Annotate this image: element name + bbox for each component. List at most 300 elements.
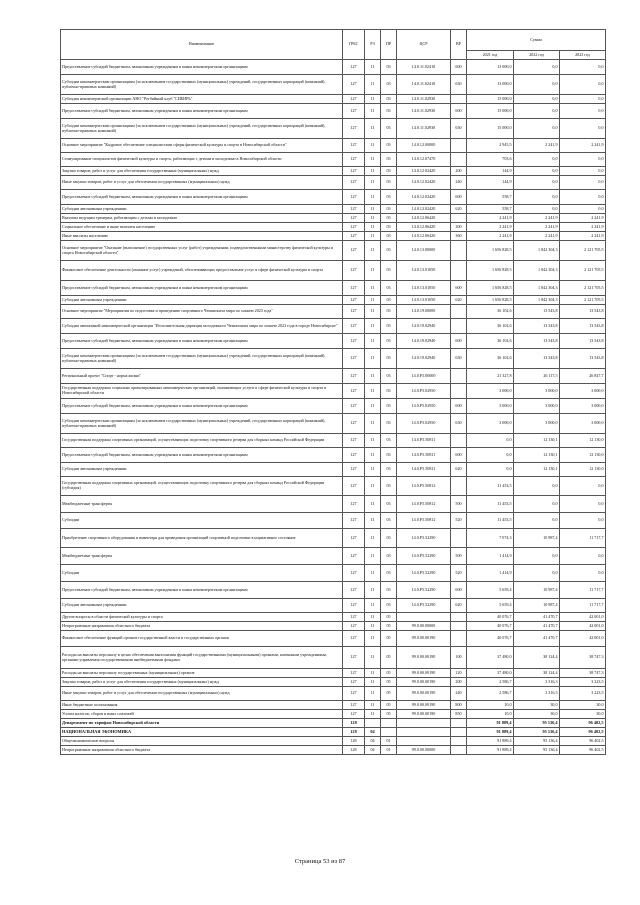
row-name: Субсидия автономной некоммерческой организации "Исполнительная дирекция молодежного Чемпионата мира по хоккею 2023 года в городе Новосибирске" (61, 319, 343, 334)
row-vr (451, 613, 467, 622)
row-grbs: 127 (343, 167, 365, 176)
row-sum-2022: 30,0 (514, 710, 560, 719)
row-sum-2023: 2 241,9 (560, 139, 606, 153)
header-year-2021: 2021 год (467, 51, 514, 60)
row-rz: 11 (365, 631, 381, 647)
row-pr: 03 (381, 139, 397, 153)
row-sum-2021: 1 656 828,5 (467, 261, 514, 281)
row-vr (451, 434, 467, 448)
row-name: Приобретение спортивного оборудования и инвентаря для приведения организаций спортивной подготовки в нормативное состояние (61, 529, 343, 548)
row-pr: 03 (381, 153, 397, 167)
row-sum-2021: 703,6 (467, 153, 514, 167)
row-sum-2021: 1 656 828,5 (467, 296, 514, 305)
row-pr: 05 (381, 687, 397, 701)
row-sum-2021: 13 000,0 (467, 60, 514, 75)
row-sum-2021: 36 102,6 (467, 319, 514, 334)
table-row (61, 548, 606, 565)
row-grbs: 127 (343, 75, 365, 95)
row-name: Расходы на выплаты персоналу государственных (муниципальных) органов (61, 669, 343, 678)
row-name: Государственная поддержка спортивных организаций, осуществляющих подготовку спортивного резерва для сборных команд Российской Федерации (61, 434, 343, 448)
row-grbs: 127 (343, 176, 365, 190)
row-vr: 520 (451, 513, 467, 529)
row-vr (451, 529, 467, 548)
row-name: Закупка товаров, работ и услуг для обеспечения государственных (муниципальных) нужд (61, 167, 343, 176)
row-sum-2021: 2 586,7 (467, 687, 514, 701)
row-sum-2022: 0,0 (514, 565, 560, 582)
row-sum-2021: 15 000,0 (467, 119, 514, 139)
row-sum-2023: 42 001,0 (560, 631, 606, 647)
row-grbs: 127 (343, 190, 365, 205)
row-sum-2023: 2 241,9 (560, 232, 606, 241)
row-rz: 11 (365, 205, 381, 214)
row-sum-2023: 2 121 705,5 (560, 241, 606, 261)
table-row (61, 719, 606, 728)
table-row (61, 205, 606, 214)
row-pr: 03 (381, 60, 397, 75)
row-vr: 240 (451, 687, 467, 701)
row-vr: 600 (451, 281, 467, 296)
table-row (61, 190, 606, 205)
row-sum-2023: 11 717,7 (560, 582, 606, 599)
row-pr: 03 (381, 599, 397, 613)
row-pr: 03 (381, 414, 397, 434)
row-grbs: 127 (343, 296, 365, 305)
row-name: Субсидии некоммерческим организациям (за исключением государственных (муниципальных) учреждений, государственных корпораций (компаний), публично-правовых компаний) (61, 414, 343, 434)
row-pr: 03 (381, 548, 397, 565)
table-row (61, 647, 606, 669)
row-csr: 14.0.12.02420 (397, 205, 451, 214)
row-sum-2021: 21 327,8 (467, 369, 514, 384)
row-grbs: 127 (343, 414, 365, 434)
row-vr: 240 (451, 176, 467, 190)
row-sum-2021: 3 000,0 (467, 399, 514, 414)
row-csr: 14.0.P5.50812 (397, 513, 451, 529)
row-rz: 11 (365, 448, 381, 463)
table-row (61, 746, 606, 755)
table-row (61, 463, 606, 477)
row-sum-2021: 40 076,7 (467, 631, 514, 647)
row-rz: 11 (365, 305, 381, 319)
row-grbs: 127 (343, 281, 365, 296)
row-vr (451, 369, 467, 384)
row-rz: 11 (365, 119, 381, 139)
row-sum-2021: 144,9 (467, 176, 514, 190)
table-row (61, 613, 606, 622)
row-sum-2021: 2 241,9 (467, 214, 514, 223)
row-grbs: 127 (343, 448, 365, 463)
row-name: Межбюджетные трансферты (61, 548, 343, 565)
row-vr (451, 214, 467, 223)
row-sum-2023: 0,0 (560, 513, 606, 529)
row-pr: 03 (381, 305, 397, 319)
table-row (61, 529, 606, 548)
row-pr: 03 (381, 214, 397, 223)
row-pr (381, 728, 397, 737)
row-sum-2021: 91 889,4 (467, 728, 514, 737)
row-name: Непрограммные направления областного бюджета (61, 746, 343, 755)
row-rz: 11 (365, 281, 381, 296)
row-sum-2021: 10,0 (467, 701, 514, 710)
row-grbs: 127 (343, 513, 365, 529)
row-rz: 11 (365, 399, 381, 414)
row-rz: 11 (365, 95, 381, 104)
row-sum-2022: 13 543,8 (514, 334, 560, 349)
row-pr: 03 (381, 565, 397, 582)
table-row (61, 582, 606, 599)
row-rz (365, 719, 381, 728)
row-rz: 11 (365, 241, 381, 261)
row-sum-2023: 11 717,7 (560, 599, 606, 613)
row-sum-2022: 0,0 (514, 496, 560, 513)
row-csr: 99.0.00.00000 (397, 622, 451, 631)
row-sum-2021: 36 102,6 (467, 305, 514, 319)
row-vr (451, 719, 467, 728)
row-vr (451, 139, 467, 153)
row-csr: 14.0.19.00000 (397, 305, 451, 319)
row-name: Региональный проект "Спорт - норма жизни" (61, 369, 343, 384)
row-pr: 03 (381, 448, 397, 463)
row-pr: 05 (381, 631, 397, 647)
table-row (61, 153, 606, 167)
row-rz: 11 (365, 414, 381, 434)
row-pr: 05 (381, 613, 397, 622)
row-vr: 620 (451, 205, 467, 214)
row-vr: 500 (451, 496, 467, 513)
row-name: Субсидия некоммерческой организации АНО "Регбийный клуб "СИБИРЬ" (61, 95, 343, 104)
table-row (61, 369, 606, 384)
row-csr (397, 728, 451, 737)
row-csr: 14.0.P5.52290 (397, 548, 451, 565)
row-sum-2022: 0,0 (514, 548, 560, 565)
table-row (61, 496, 606, 513)
row-sum-2021: 2 586,7 (467, 678, 514, 687)
row-csr: 14.0.P5.52290 (397, 599, 451, 613)
row-pr: 03 (381, 223, 397, 232)
row-sum-2021: 0,0 (467, 463, 514, 477)
table-row (61, 176, 606, 190)
row-sum-2021: 1 656 828,5 (467, 241, 514, 261)
header-name: Наименование (61, 30, 343, 60)
row-vr (451, 384, 467, 399)
row-grbs: 127 (343, 710, 365, 719)
row-sum-2021: 0,0 (467, 434, 514, 448)
row-pr: 03 (381, 463, 397, 477)
row-grbs: 127 (343, 139, 365, 153)
row-csr: 14.0.P5.50811 (397, 434, 451, 448)
row-sum-2022: 2 241,9 (514, 139, 560, 153)
row-sum-2021: 10,0 (467, 710, 514, 719)
row-csr: 14.0.13.01050 (397, 296, 451, 305)
row-pr: 03 (381, 296, 397, 305)
row-sum-2022: 0,0 (514, 205, 560, 214)
row-csr: 14.0.P5.52290 (397, 582, 451, 599)
table-row (61, 241, 606, 261)
row-rz: 11 (365, 548, 381, 565)
table-row (61, 565, 606, 582)
row-sum-2021: 36 102,6 (467, 334, 514, 349)
row-grbs: 127 (343, 434, 365, 448)
table-row (61, 296, 606, 305)
row-grbs: 127 (343, 319, 365, 334)
row-sum-2023: 42 001,0 (560, 622, 606, 631)
row-rz: 11 (365, 104, 381, 119)
row-rz: 11 (365, 319, 381, 334)
row-vr: 630 (451, 414, 467, 434)
row-grbs: 127 (343, 261, 365, 281)
row-grbs: 127 (343, 701, 365, 710)
row-sum-2021: 91 889,4 (467, 746, 514, 755)
row-sum-2023: 13 543,8 (560, 334, 606, 349)
table-row (61, 434, 606, 448)
row-sum-2023: 3 223,5 (560, 687, 606, 701)
row-sum-2021: 1 414,9 (467, 548, 514, 565)
row-sum-2023: 13 543,8 (560, 319, 606, 334)
row-sum-2022: 3 316,3 (514, 687, 560, 701)
row-sum-2022: 10 987,4 (514, 529, 560, 548)
row-pr: 03 (381, 384, 397, 399)
row-sum-2021: 558,7 (467, 205, 514, 214)
row-grbs: 127 (343, 305, 365, 319)
row-vr (451, 241, 467, 261)
row-name: Субсидии некоммерческим организациям (за исключением государственных (муниципальных) учреждений, государственных корпораций (компаний), публично-правовых компаний) (61, 75, 343, 95)
row-name: Государственная поддержка социально ориентированных некоммерческих организаций, оказывающих услуги в сфере физической культуры и спорта в Новосибирской области (61, 384, 343, 399)
row-sum-2022: 3 000,0 (514, 384, 560, 399)
row-sum-2023: 30,0 (560, 701, 606, 710)
row-csr (397, 719, 451, 728)
row-sum-2022: 3 000,0 (514, 399, 560, 414)
row-pr: 03 (381, 477, 397, 496)
row-name: Закупка товаров, работ и услуг для обеспечения государственных (муниципальных) нужд (61, 678, 343, 687)
row-grbs: 127 (343, 384, 365, 399)
row-sum-2023: 38 747,3 (560, 669, 606, 678)
row-sum-2022: 1 842 304,3 (514, 261, 560, 281)
row-sum-2023: 0,0 (560, 167, 606, 176)
row-vr: 620 (451, 463, 467, 477)
row-csr: 14.0.12.06420 (397, 214, 451, 223)
row-csr: 14.0.12.07470 (397, 153, 451, 167)
row-vr: 850 (451, 710, 467, 719)
row-grbs: 127 (343, 678, 365, 687)
row-pr: 03 (381, 261, 397, 281)
row-pr: 03 (381, 167, 397, 176)
row-sum-2021: 2 241,9 (467, 223, 514, 232)
header-csr: ЦСР (397, 30, 451, 60)
row-sum-2022: 26 117,5 (514, 369, 560, 384)
table-row (61, 334, 606, 349)
row-vr: 620 (451, 599, 467, 613)
row-name: Предоставление субсидий бюджетным, автономным учреждениям и иным некоммерческим организациям (61, 281, 343, 296)
row-sum-2022: 1 842 304,3 (514, 281, 560, 296)
row-csr: 99.0.00.00190 (397, 710, 451, 719)
row-vr (451, 746, 467, 755)
row-vr: 600 (451, 190, 467, 205)
row-grbs: 127 (343, 622, 365, 631)
row-name: Выплаты ведущим тренерам, работающим с детьми и молодежью (61, 214, 343, 223)
row-sum-2021: 5 659,4 (467, 599, 514, 613)
row-vr: 600 (451, 448, 467, 463)
row-pr: 03 (381, 399, 397, 414)
header-year-2023: 2023 год (560, 51, 606, 60)
row-sum-2022: 2 241,9 (514, 232, 560, 241)
row-rz: 11 (365, 223, 381, 232)
row-rz: 11 (365, 139, 381, 153)
row-rz: 11 (365, 710, 381, 719)
row-sum-2022: 12 130,1 (514, 448, 560, 463)
row-name: Субсидии (61, 513, 343, 529)
row-sum-2022: 30,0 (514, 701, 560, 710)
row-grbs: 128 (343, 728, 365, 737)
row-pr: 03 (381, 369, 397, 384)
row-vr: 200 (451, 678, 467, 687)
row-vr (451, 261, 467, 281)
row-pr (381, 719, 397, 728)
row-sum-2022: 0,0 (514, 104, 560, 119)
row-name: Субсидии автономным учреждениям (61, 296, 343, 305)
row-csr: 14.0.P5.50812 (397, 496, 451, 513)
row-name: Другие вопросы в области физической культуры и спорта (61, 613, 343, 622)
table-row (61, 261, 606, 281)
row-csr: 14.0.P5.50812 (397, 477, 451, 496)
row-sum-2023: 0,0 (560, 104, 606, 119)
row-sum-2021: 40 076,7 (467, 622, 514, 631)
row-rz: 11 (365, 582, 381, 599)
row-vr: 120 (451, 669, 467, 678)
row-name: Субсидии (61, 565, 343, 582)
table-row (61, 119, 606, 139)
row-name: Уплата налогов, сборов и иных платежей (61, 710, 343, 719)
row-sum-2023: 0,0 (560, 565, 606, 582)
row-name: Основное мероприятие "Мероприятия по подготовке и проведению спортивного Чемпионата мира по хоккею 2023 года" (61, 305, 343, 319)
row-rz: 11 (365, 565, 381, 582)
row-sum-2022: 13 543,8 (514, 349, 560, 369)
row-rz: 11 (365, 349, 381, 369)
row-csr: 14.0.13.00000 (397, 241, 451, 261)
row-name: Предоставление субсидий бюджетным, автономным учреждениям и иным некоммерческим организациям (61, 104, 343, 119)
row-grbs: 127 (343, 214, 365, 223)
row-sum-2022: 0,0 (514, 60, 560, 75)
row-sum-2022: 0,0 (514, 513, 560, 529)
table-row (61, 414, 606, 434)
row-sum-2023: 0,0 (560, 548, 606, 565)
row-rz: 11 (365, 167, 381, 176)
row-sum-2022: 0,0 (514, 119, 560, 139)
table-row (61, 232, 606, 241)
row-sum-2022: 0,0 (514, 167, 560, 176)
row-csr: 99.0.00.00190 (397, 631, 451, 647)
row-rz: 11 (365, 369, 381, 384)
page-number: Страница 53 из 87 (294, 858, 346, 865)
row-sum-2021: 3 000,0 (467, 414, 514, 434)
row-pr: 03 (381, 434, 397, 448)
row-vr: 500 (451, 548, 467, 565)
row-sum-2022: 0,0 (514, 95, 560, 104)
row-pr: 03 (381, 232, 397, 241)
table-row (61, 319, 606, 334)
row-pr: 03 (381, 95, 397, 104)
row-rz: 04 (365, 746, 381, 755)
row-csr (397, 613, 451, 622)
row-pr: 03 (381, 513, 397, 529)
row-rz: 11 (365, 190, 381, 205)
row-sum-2023: 0,0 (560, 60, 606, 75)
row-grbs: 127 (343, 119, 365, 139)
row-vr: 100 (451, 647, 467, 669)
header-rz: РЗ (365, 30, 381, 60)
row-pr: 03 (381, 190, 397, 205)
row-rz: 11 (365, 622, 381, 631)
row-sum-2023: 96 402,5 (560, 728, 606, 737)
row-name: Предоставление субсидий бюджетным, автономным учреждениям и иным некоммерческим организациям (61, 60, 343, 75)
row-vr: 600 (451, 582, 467, 599)
row-sum-2021: 11 453,5 (467, 496, 514, 513)
row-sum-2021: 40 076,7 (467, 613, 514, 622)
row-name: Субсидии некоммерческим организациям (за исключением государственных (муниципальных) учреждений, государственных корпораций (компаний), публично-правовых компаний) (61, 119, 343, 139)
row-name: Субсидии автономным учреждениям (61, 599, 343, 613)
header-sums: Сумма (467, 30, 606, 51)
table-row (61, 631, 606, 647)
row-sum-2022: 41 470,7 (514, 631, 560, 647)
row-sum-2022: 10 987,4 (514, 599, 560, 613)
table-row (61, 737, 606, 746)
row-grbs: 127 (343, 153, 365, 167)
table-row (61, 60, 606, 75)
table-row (61, 139, 606, 153)
row-sum-2021: 7 074,3 (467, 529, 514, 548)
row-sum-2023: 12 130,0 (560, 463, 606, 477)
row-sum-2022: 0,0 (514, 153, 560, 167)
row-sum-2022: 2 241,9 (514, 214, 560, 223)
row-grbs: 127 (343, 582, 365, 599)
row-pr: 03 (381, 205, 397, 214)
row-vr: 360 (451, 232, 467, 241)
table-row (61, 687, 606, 701)
row-name: Иные выплаты населению (61, 232, 343, 241)
row-pr: 03 (381, 104, 397, 119)
row-sum-2022: 38 124,4 (514, 669, 560, 678)
row-sum-2021: 2 241,9 (467, 232, 514, 241)
row-pr: 03 (381, 119, 397, 139)
row-sum-2021: 5 659,4 (467, 582, 514, 599)
row-sum-2021: 144,9 (467, 167, 514, 176)
row-vr: 520 (451, 565, 467, 582)
row-csr: 14.0.11.02930 (397, 119, 451, 139)
row-sum-2023: 2 121 705,5 (560, 281, 606, 296)
row-rz: 11 (365, 701, 381, 710)
row-vr (451, 95, 467, 104)
row-sum-2021: 11 453,5 (467, 477, 514, 496)
row-sum-2023: 0,0 (560, 477, 606, 496)
row-name: Иные бюджетные ассигнования (61, 701, 343, 710)
row-sum-2023: 0,0 (560, 95, 606, 104)
row-sum-2022: 95 136,4 (514, 737, 560, 746)
table-row (61, 95, 606, 104)
row-csr: 14.0.12.00000 (397, 139, 451, 153)
row-pr: 05 (381, 678, 397, 687)
row-name: Иные закупки товаров, работ и услуг для обеспечения государственных (муниципальных) нужд (61, 176, 343, 190)
row-grbs: 127 (343, 529, 365, 548)
row-csr: 14.0.P5.50811 (397, 448, 451, 463)
row-pr: 03 (381, 281, 397, 296)
row-sum-2023: 0,0 (560, 190, 606, 205)
table-row (61, 75, 606, 95)
header-grbs: ГРБС (343, 30, 365, 60)
row-rz: 11 (365, 232, 381, 241)
row-sum-2023: 26 847,7 (560, 369, 606, 384)
row-sum-2022: 10 987,4 (514, 582, 560, 599)
row-name: Межбюджетные трансферты (61, 496, 343, 513)
row-vr: 630 (451, 349, 467, 369)
table-row (61, 305, 606, 319)
